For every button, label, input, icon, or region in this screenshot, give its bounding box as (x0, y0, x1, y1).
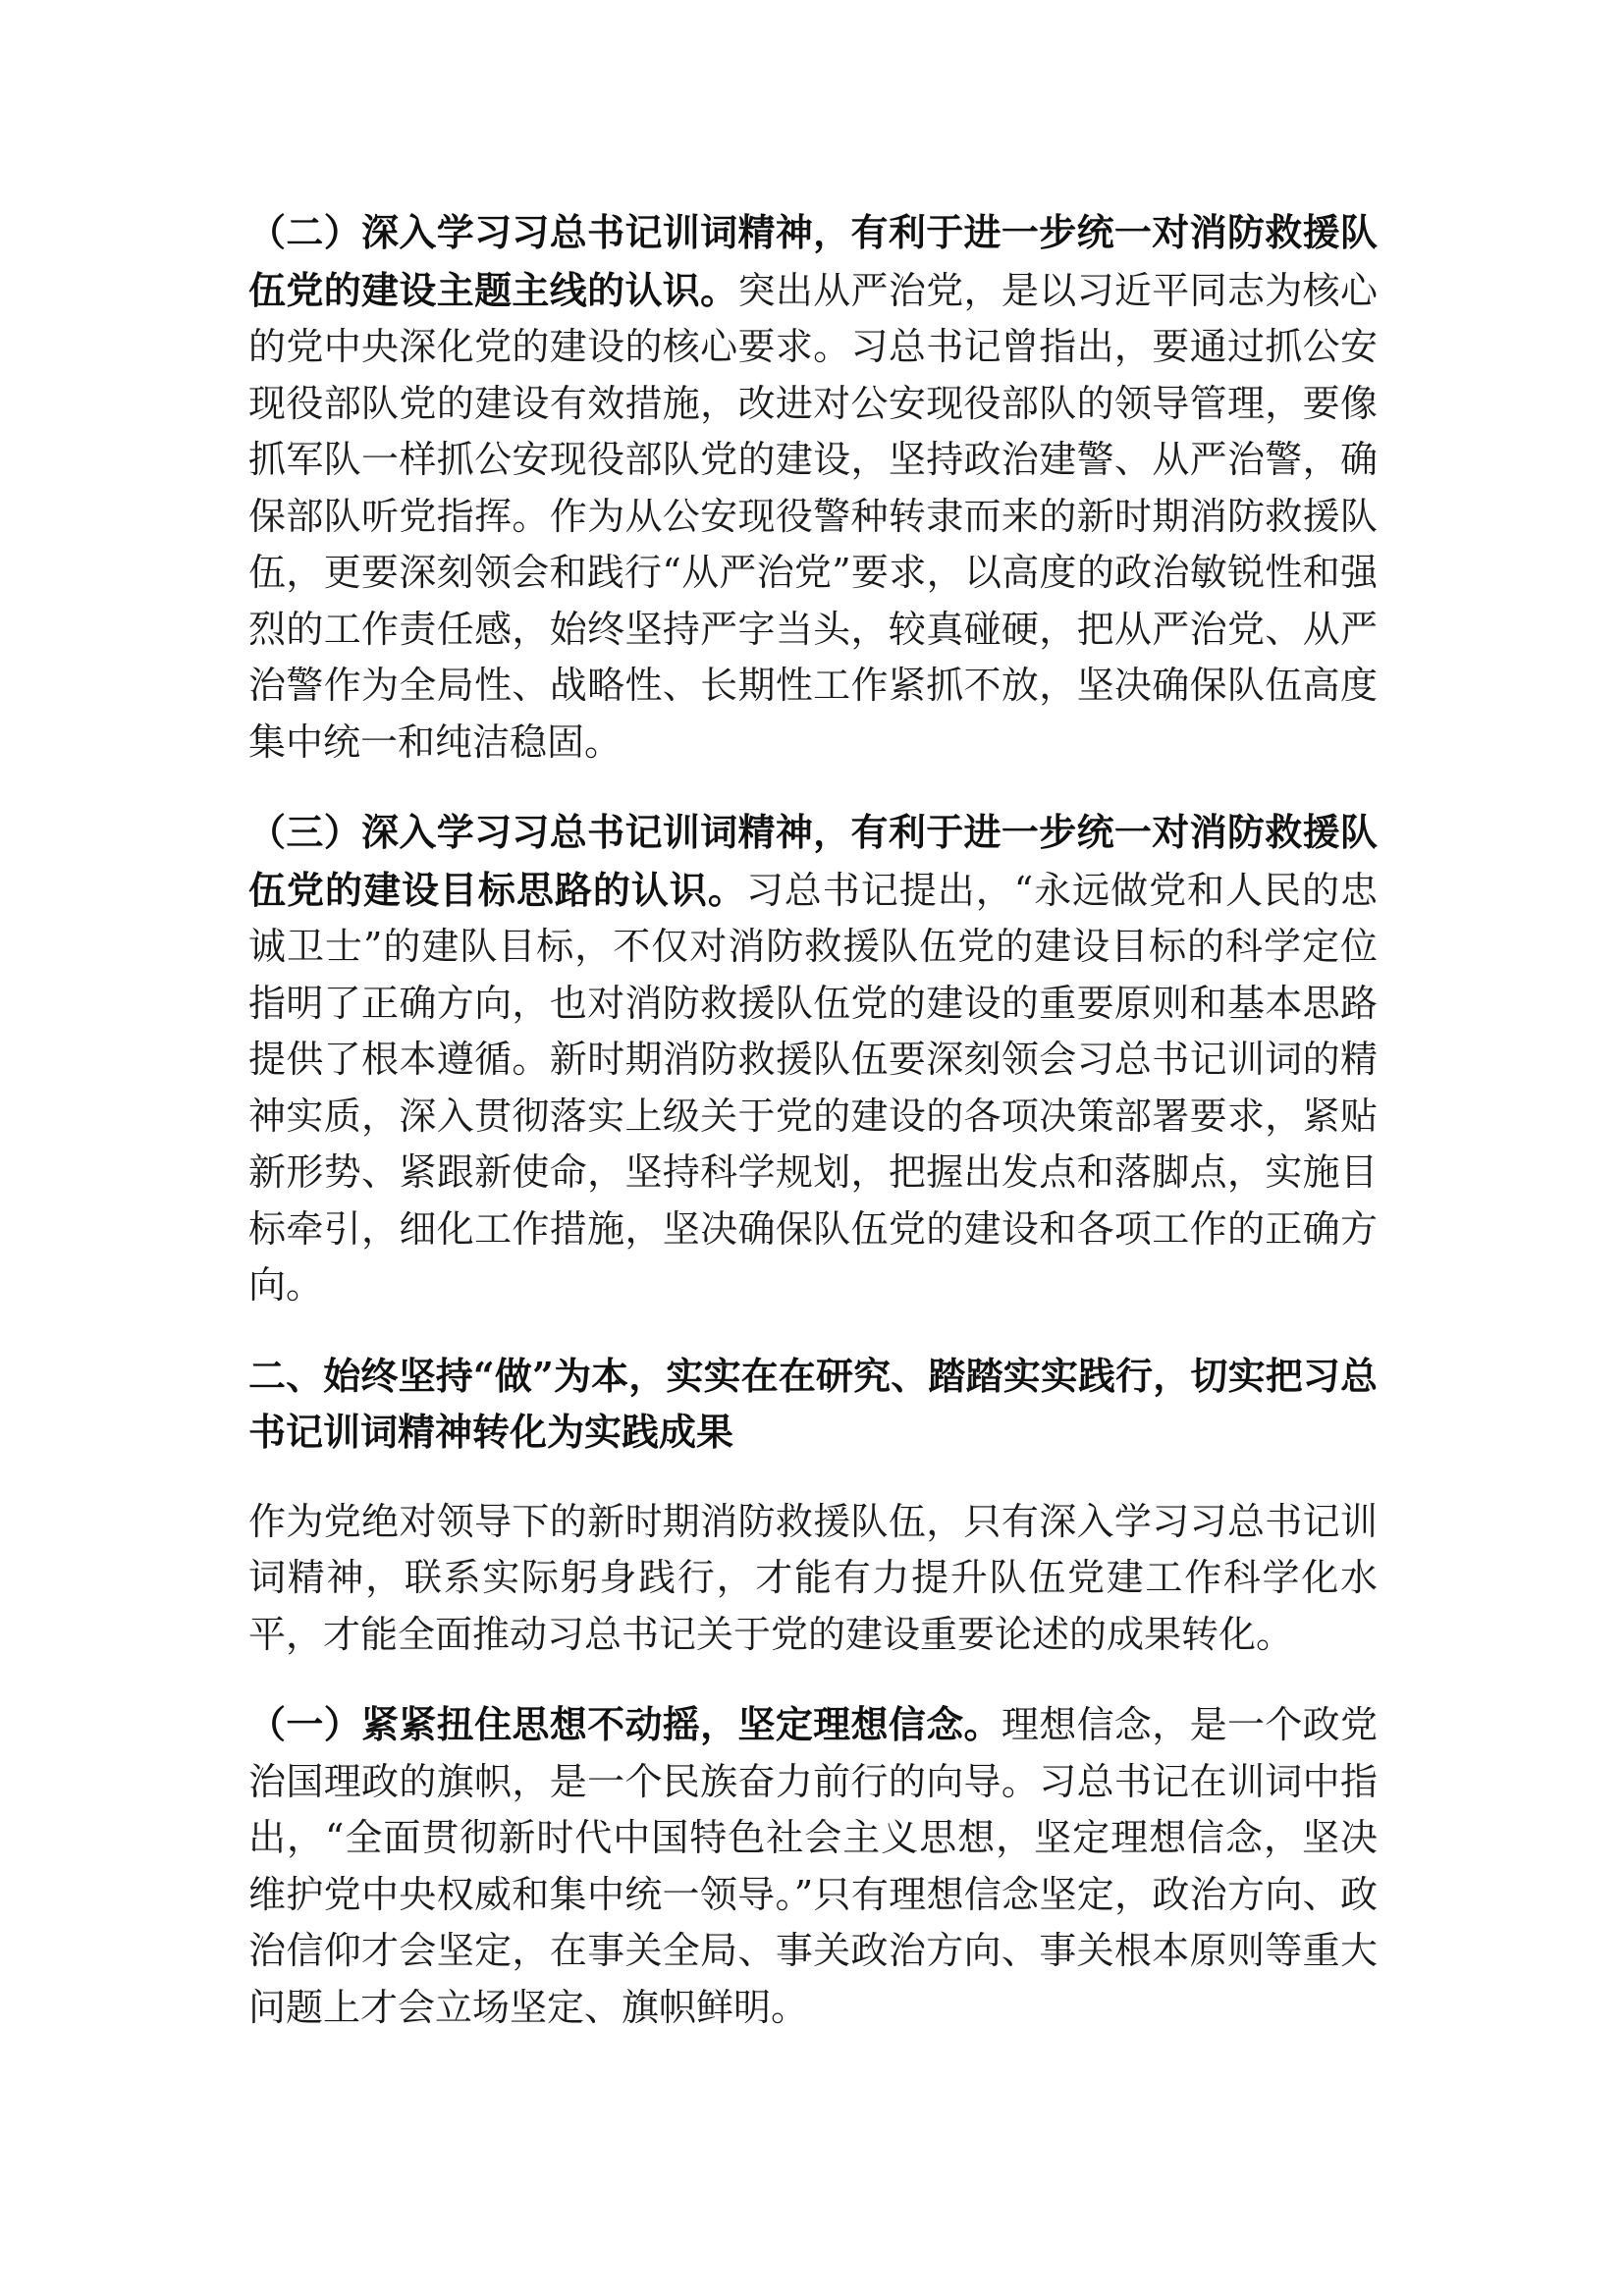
paragraph-lead: （一）紧紧扭住思想不动摇，坚定理想信念。 (248, 1702, 1001, 1746)
paragraph-point-one (248, 1696, 1378, 2036)
section-heading: 二、始终坚持“做”为本，实实在在研究、踏踏实实践行，切实把习总书记训词精神转化为实践成果 (248, 1353, 1378, 1454)
paragraph-text: 理想信念，是一个政党治国理政的旗帜，是一个民族奋力前行的向导。习总书记在训词中指出，“全面贯彻新时代中国特色社会主义思想，坚定理想信念，坚决维护党中央权威和集中统一领导。”只有理想信念坚定，政治方向、政治信仰才会坚定，在事关全局、事关政治方向、事关根本原则等重大问题上才会立场坚定、旗帜鲜明。 (248, 1703, 1378, 2029)
document-body (248, 204, 1378, 2069)
paragraph-lead: （二）深入学习习总书记训词精神，有利于进一步统一对消防救援队伍党的建设主题主线的认识。 (248, 210, 1378, 312)
paragraph-lead: （三）深入学习习总书记训词精神，有利于进一步统一对消防救援队伍党的建设目标思路的认识。 (248, 810, 1378, 912)
paragraph-part-three (248, 804, 1378, 1314)
paragraph-text: 突出从严治党，是以习近平同志为核心的党中央深化党的建设的核心要求。习总书记曾指出，要通过抓公安现役部队党的建设有效措施，改进对公安现役部队的领导管理，要像抓军队一样抓公安现役部队党的建设，坚持政治建警、从严治警，确保部队听党指挥。作为从公安现役警种转隶而来的新时期消防救援队伍，更要深刻领会和践行“从严治党”要求，以高度的政治敏锐性和强烈的工作责任感，始终坚持严字当头，较真碰硬，把从严治党、从严治警作为全局性、战略性、长期性工作紧抓不放，坚决确保队伍高度集中统一和纯洁稳固。 (248, 268, 1378, 764)
paragraph-part-two (248, 204, 1378, 771)
paragraph-text: 习总书记提出，“永远做党和人民的忠诚卫士”的建队目标，不仅对消防救援队伍党的建设目标的科学定位指明了正确方向，也对消防救援队伍党的建设的重要原则和基本思路提供了根本遵循。新时期消防救援队伍要深刻领会习总书记训词的精神实质，深入贯彻落实上级关于党的建设的各项决策部署要求，紧贴新形势、紧跟新使命，坚持科学规划，把握出发点和落脚点，实施目标牵引，细化工作措施，坚决确保队伍党的建设和各项工作的正确方向。 (248, 868, 1378, 1307)
section-intro: 作为党绝对领导下的新时期消防救援队伍，只有深入学习习总书记训词精神，联系实际躬身践行，才能有力提升队伍党建工作科学化水平，才能全面推动习总书记关于党的建设重要论述的成果转化。 (248, 1499, 1378, 1656)
